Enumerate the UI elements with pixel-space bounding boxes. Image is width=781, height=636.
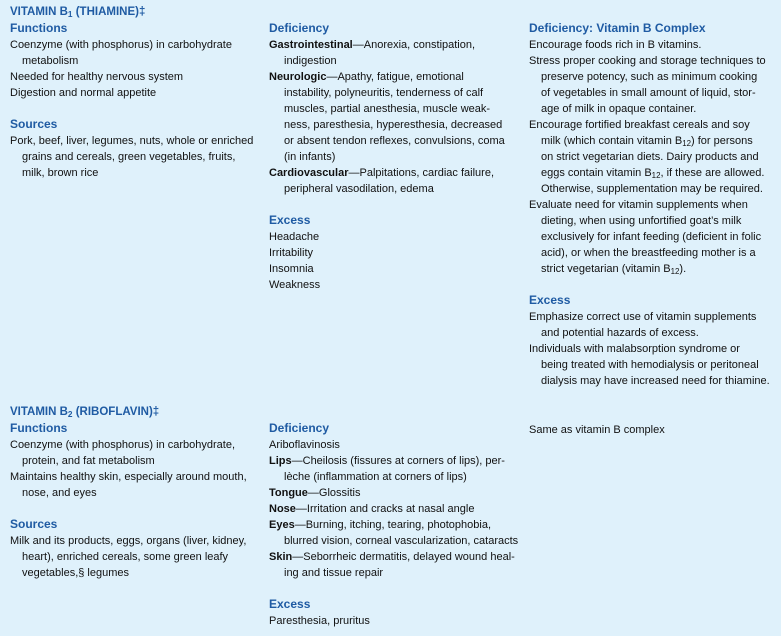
care-excess-line: Individuals with malabsorption syndrome or <box>529 343 740 355</box>
deficiency-line: instability, polyneuritis, tenderness of calf <box>284 87 484 99</box>
source-line: Milk and its products, eggs, organs (liver, kidney, <box>10 535 247 547</box>
care-excess-line: being treated with hemodialysis or peritoneal <box>541 359 759 371</box>
care-line: Stress proper cooking and storage techniques to <box>529 55 766 67</box>
care-line: Encourage foods rich in B vitamins. <box>529 39 702 51</box>
deficiency-heading: Deficiency <box>269 421 330 435</box>
vitamin-b-complex-care-column <box>529 20 779 389</box>
care-line: exclusively for infant feeding (deficient in folic <box>541 231 762 243</box>
care-line: preserve potency, such as minimum cooking <box>541 71 758 83</box>
vitamin-title <box>10 404 265 420</box>
function-line: protein, and fat metabolism <box>22 455 155 467</box>
vitamin-title-subscript: 2 <box>67 410 73 420</box>
deficiency-category-label: Neurologic <box>269 71 327 83</box>
excess-line: Paresthesia, pruritus <box>269 615 370 627</box>
deficiency-category-label: Skin <box>269 551 293 563</box>
care-line <box>529 165 779 181</box>
deficiency-text: —Glossitis <box>307 487 361 499</box>
functions-heading: Functions <box>10 21 68 35</box>
care-excess-heading: Excess <box>529 293 571 307</box>
care-line: Same as vitamin B complex <box>529 424 665 436</box>
deficiency-category-label: Nose <box>269 503 296 515</box>
functions-heading: Functions <box>10 421 68 435</box>
care-excess-line: dialysis may have increased need for thiamine. <box>541 375 770 387</box>
deficiency-line: (in infants) <box>284 151 336 163</box>
deficiency-text: —Cheilosis (fissures at corners of lips), per- <box>291 455 505 467</box>
deficiency-text: —Burning, itching, tearing, photophobia, <box>294 519 492 531</box>
excess-line: Insomnia <box>269 263 314 275</box>
care-subscript: 12 <box>651 171 661 181</box>
function-line: Digestion and normal appetite <box>10 87 157 99</box>
riboflavin-care-column <box>529 422 779 438</box>
deficiency-line: or absent tendon reflexes, convulsions, coma <box>284 135 505 147</box>
deficiency-line: indigestion <box>284 55 337 67</box>
deficiency-line <box>269 485 524 501</box>
deficiency-text: —Apathy, fatigue, emotional <box>326 71 464 83</box>
care-line: acid), or when the breastfeeding mother is a <box>541 247 756 259</box>
deficiency-line <box>269 37 524 53</box>
thiamine-functions-sources-column <box>10 4 265 181</box>
care-line <box>529 133 779 149</box>
excess-line: Irritability <box>269 247 314 259</box>
care-line: dieting, when using unfortified goat’s milk <box>541 215 742 227</box>
deficiency-line: lèche (inflammation at corners of lips) <box>284 471 467 483</box>
deficiency-line: Ariboflavinosis <box>269 439 340 451</box>
care-subscript: 12 <box>682 139 692 149</box>
function-line: Coenzyme (with phosphorus) in carbohydrate <box>10 39 232 51</box>
deficiency-text: —Palpitations, cardiac failure, <box>348 167 494 179</box>
vitamin-title-rest: (RIBOFLAVIN)‡ <box>72 406 160 418</box>
deficiency-text: —Seborrheic dermatitis, delayed wound heal- <box>292 551 515 563</box>
excess-heading: Excess <box>269 213 311 227</box>
deficiency-line <box>269 165 524 181</box>
deficiency-text: —Anorexia, constipation, <box>352 39 476 51</box>
care-line <box>529 261 779 277</box>
vitamin-title-text: VITAMIN B <box>10 406 68 418</box>
care-line: Otherwise, supplementation may be required. <box>541 183 763 195</box>
deficiency-category-label: Lips <box>269 455 292 467</box>
deficiency-text: —Irritation and cracks at nasal angle <box>295 503 475 515</box>
care-text: , if these are allowed. <box>660 167 765 179</box>
excess-heading: Excess <box>269 597 311 611</box>
care-line: age of milk in opaque container. <box>541 103 697 115</box>
care-subscript: 12 <box>670 267 680 277</box>
sources-heading: Sources <box>10 117 58 131</box>
care-text: ) for persons <box>691 135 753 147</box>
deficiency-category-label: Gastrointestinal <box>269 39 353 51</box>
vitamin-title-subscript: 1 <box>67 10 73 20</box>
deficiency-line: peripheral vasodilation, edema <box>284 183 434 195</box>
deficiency-category-label: Tongue <box>269 487 308 499</box>
source-line: grains and cereals, green vegetables, fruits, <box>22 151 236 163</box>
vitamin-title <box>10 4 265 20</box>
deficiency-heading: Deficiency <box>269 21 330 35</box>
deficiency-category-label: Cardiovascular <box>269 167 349 179</box>
source-line: milk, brown rice <box>22 167 99 179</box>
care-text: milk (which contain vitamin B <box>541 135 683 147</box>
deficiency-line <box>269 549 524 565</box>
function-line: Coenzyme (with phosphorus) in carbohydrate, <box>10 439 236 451</box>
deficiency-line <box>269 517 524 533</box>
deficiency-line: blurred vision, corneal vascularization, cataracts <box>284 535 519 547</box>
care-text: strict vegetarian (vitamin B <box>541 263 671 275</box>
deficiency-line: muscles, partial anesthesia, muscle weak- <box>284 103 491 115</box>
riboflavin-deficiency-excess-column <box>269 420 524 629</box>
function-line: nose, and eyes <box>22 487 97 499</box>
deficiency-line <box>269 501 524 517</box>
thiamine-deficiency-excess-column <box>269 20 524 293</box>
care-text: eggs contain vitamin B <box>541 167 652 179</box>
source-line: Pork, beef, liver, legumes, nuts, whole or enriched <box>10 135 254 147</box>
care-line: Encourage fortified breakfast cereals and soy <box>529 119 750 131</box>
deficiency-line <box>269 69 524 85</box>
care-excess-line: Emphasize correct use of vitamin supplements <box>529 311 757 323</box>
deficiency-line: ing and tissue repair <box>284 567 384 579</box>
vitamin-title-text: VITAMIN B <box>10 6 68 18</box>
care-heading: Deficiency: Vitamin B Complex <box>529 21 706 35</box>
deficiency-line: ness, paresthesia, hyperesthesia, decreased <box>284 119 503 131</box>
function-line: metabolism <box>22 55 79 67</box>
function-line: Maintains healthy skin, especially around mouth, <box>10 471 247 483</box>
care-excess-line: and potential hazards of excess. <box>541 327 699 339</box>
vitamin-title-rest: (THIAMINE)‡ <box>72 6 146 18</box>
source-line: vegetables,§ legumes <box>22 567 130 579</box>
deficiency-category-label: Eyes <box>269 519 295 531</box>
function-line: Needed for healthy nervous system <box>10 71 184 83</box>
source-line: heart), enriched cereals, some green leafy <box>22 551 229 563</box>
sources-heading: Sources <box>10 517 58 531</box>
excess-line: Headache <box>269 231 320 243</box>
riboflavin-functions-sources-column <box>10 404 265 581</box>
care-line: on strict vegetarian diets. Dairy products and <box>541 151 759 163</box>
excess-line: Weakness <box>269 279 321 291</box>
care-line: of vegetables in small amount of liquid, stor- <box>541 87 756 99</box>
care-text: ). <box>679 263 687 275</box>
care-line: Evaluate need for vitamin supplements when <box>529 199 748 211</box>
deficiency-line <box>269 453 524 469</box>
